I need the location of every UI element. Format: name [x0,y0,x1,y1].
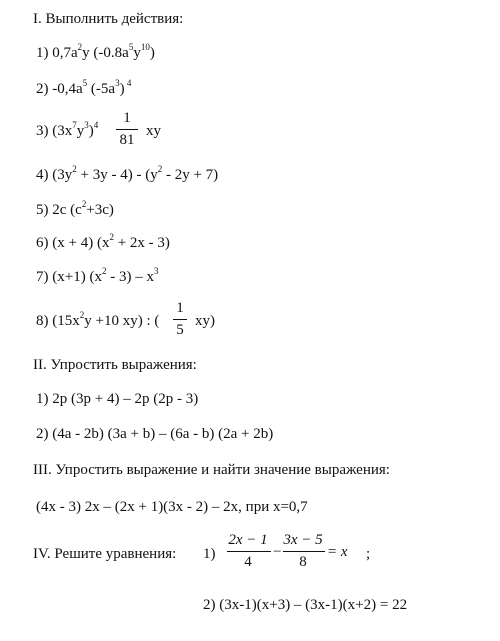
fraction-2-numerator: 3x − 5 [283,532,323,548]
task-1-4 [36,166,218,185]
item-number: 4) [36,167,49,183]
section-1-title: I. Выполнить действия: [33,11,184,27]
task-1-8 [36,312,159,331]
fraction-bar [116,129,138,130]
fraction-1-bar [227,551,271,552]
fraction-1-denominator: 4 [244,554,252,570]
item-number: 6) [36,235,49,251]
expr-part: y (-0.8a [82,45,129,61]
exponent: 4 [124,78,132,88]
fraction-1-numerator: 2x − 1 [228,532,268,548]
exponent: 5 [82,78,88,88]
exponent: 10 [140,42,150,52]
fraction-numerator: 1 [123,110,131,126]
exponent: 4 [93,120,99,130]
exponent: 3 [153,266,159,276]
expr-tail: xy [146,123,161,139]
fraction-bar [173,319,187,320]
exponent: 2 [109,232,114,242]
exponent: 7 [72,120,77,130]
equation-2 [203,596,407,614]
expr-part: (x+1) (x [52,269,102,285]
exponent: 3 [115,78,120,88]
expr-part: y +10 xy) : ( [84,313,160,329]
exponent: 2 [77,42,83,52]
expr-part: 0,7a [52,45,78,61]
fraction-2-bar [283,551,325,552]
expr-part: - 3) – x [106,269,154,285]
task-3-expression: (4x - 3) 2x – (2x + 1)(3x - 2) – 2x, при x=0,7 [36,499,308,515]
exponent: 2 [81,199,87,209]
task-1-2 [36,80,131,99]
expr-part: + 2x - 3) [113,235,170,251]
expr-part: (3x [52,123,73,139]
task-1-1 [36,44,155,63]
item-number: 3) [36,123,49,139]
section-4-title: IV. Решите уравнения: [33,546,177,562]
exponent: 2 [157,164,163,174]
section-3-title: III. Упростить выражение и найти значение выражения: [33,462,390,478]
item-number: 8) [36,313,49,329]
expr-part: (3y [52,167,73,183]
expr-part: y [133,45,141,61]
expr-part: (-5a [87,81,116,97]
expr-part: y [76,123,85,139]
exponent: 2 [72,164,77,174]
item-number: 2) [36,426,49,442]
task-1-7 [36,268,158,287]
expression: (4a - 2b) (3a + b) – (6a - b) (2a + 2b) [52,426,274,442]
task-1-6 [36,234,170,253]
expr-part: ) [88,123,94,139]
item-number: 7) [36,269,49,285]
equation-1-end: ; [366,546,371,562]
item-number: 2) [36,81,49,97]
item-number: 5) [36,202,49,218]
expr-part: + 3y - 4) - (y [76,167,158,183]
expr-part: (15x [52,313,80,329]
minus-sign: − [273,544,282,560]
task-1-5 [36,201,114,220]
section-2-title: II. Упростить выражения: [33,357,197,373]
item-number: 1) [36,391,49,407]
expr-tail: xy) [195,313,215,329]
expr-part: - 2y + 7) [162,167,219,183]
fraction-numerator: 1 [176,300,184,316]
expr-part: ) [119,81,125,97]
expression: 2p (3p + 4) – 2p (2p - 3) [52,391,199,407]
expr-part: 2c (c [52,202,82,218]
task-2-1 [36,390,198,408]
exponent: 2 [79,310,85,320]
fraction-denominator: 5 [176,322,184,338]
expr-part: ) [149,45,155,61]
expr-part: -0,4a [52,81,83,97]
item-number: 2) [203,597,216,613]
fraction-denominator: 81 [119,132,135,148]
expr-part: (x + 4) (x [52,235,110,251]
item-number: 1) [36,45,49,61]
task-2-2 [36,425,273,443]
exponent: 2 [101,266,107,276]
fraction-2-denominator: 8 [299,554,307,570]
expr-part: +3c) [86,202,114,218]
equation-1-number: 1) [203,546,216,562]
exponent: 3 [84,120,89,130]
task-1-3 [36,122,98,141]
exponent: 5 [128,42,134,52]
equation-1-rhs: = x [327,544,348,560]
expression: (3x-1)(x+3) – (3x-1)(x+2) = 22 [219,597,408,613]
